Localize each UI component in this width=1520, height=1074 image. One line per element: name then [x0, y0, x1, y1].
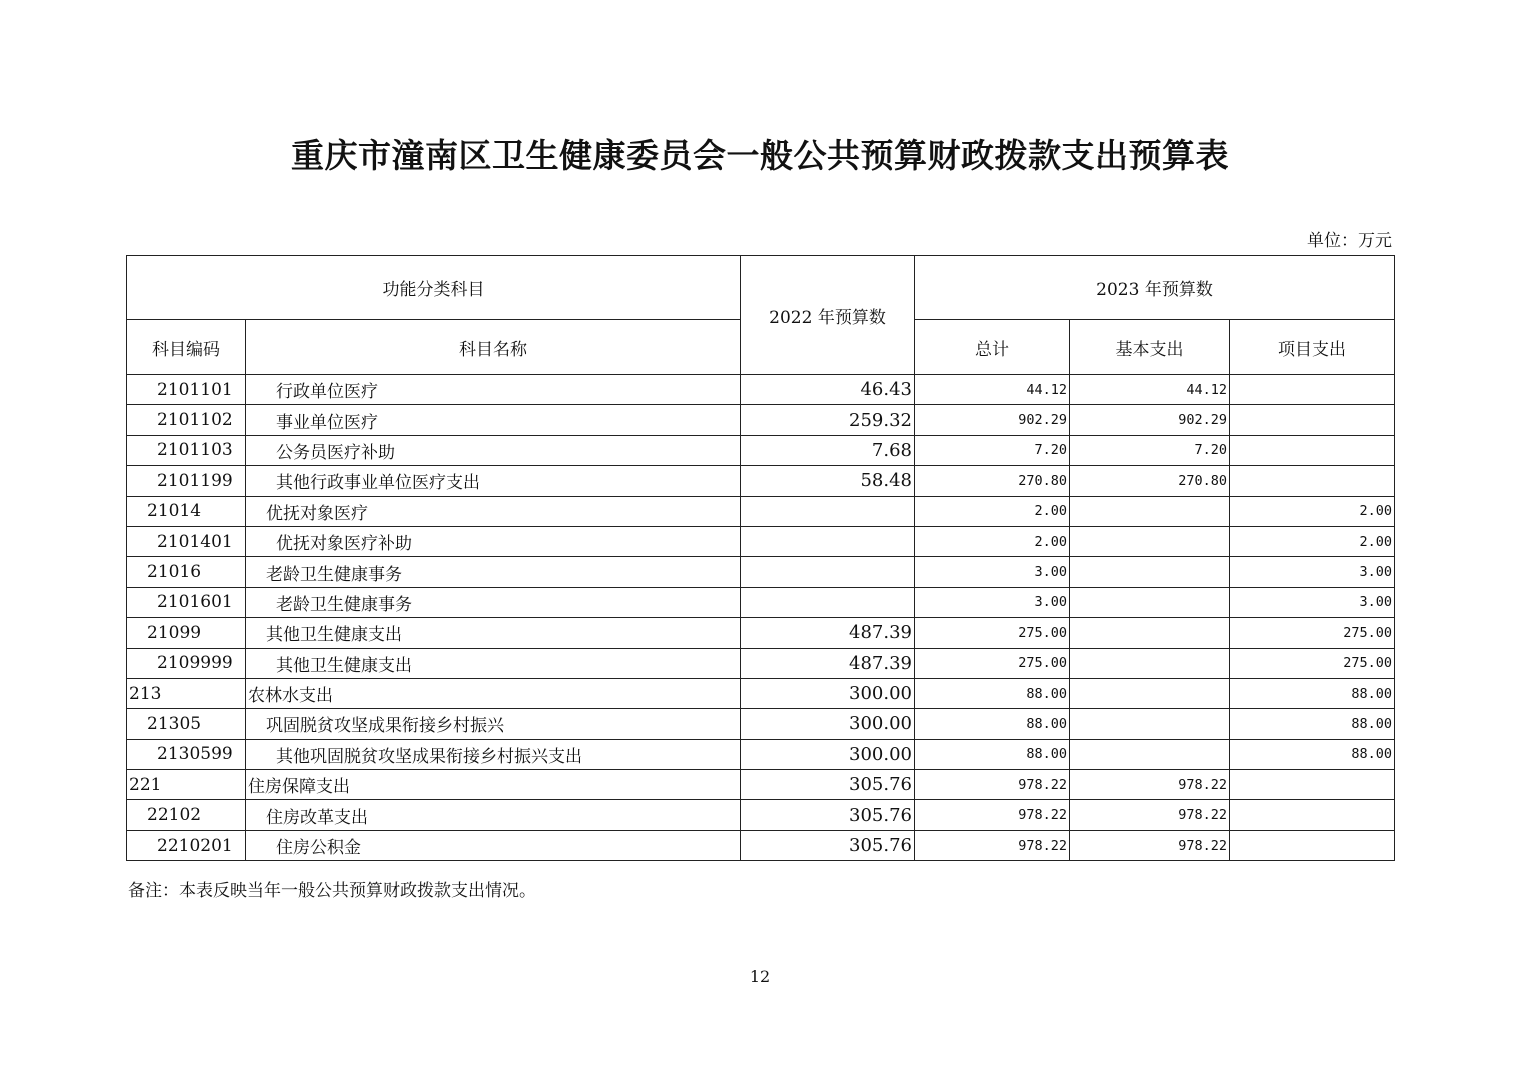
table-row	[127, 435, 1395, 465]
row-code: 2101199	[127, 466, 246, 496]
header-budget-2022: 2022 年预算数	[741, 256, 915, 375]
row-name: 行政单位医疗	[246, 375, 741, 405]
table-row	[127, 375, 1395, 405]
row-code: 2101103	[127, 435, 246, 465]
row-name: 住房公积金	[246, 830, 741, 860]
row-project: 88.00	[1230, 678, 1395, 708]
row-budget-2022	[741, 496, 915, 526]
table-row	[127, 800, 1395, 830]
row-total: 2.00	[915, 496, 1070, 526]
row-basic	[1070, 739, 1230, 769]
row-budget-2022: 300.00	[741, 709, 915, 739]
row-basic: 902.29	[1070, 405, 1230, 435]
row-basic: 7.20	[1070, 435, 1230, 465]
row-project	[1230, 466, 1395, 496]
header-total: 总计	[915, 320, 1070, 375]
row-basic	[1070, 709, 1230, 739]
row-project: 88.00	[1230, 739, 1395, 769]
row-total: 978.22	[915, 770, 1070, 800]
row-project: 275.00	[1230, 618, 1395, 648]
table-row	[127, 830, 1395, 860]
row-name: 老龄卫生健康事务	[246, 557, 741, 587]
row-total: 3.00	[915, 557, 1070, 587]
table-row	[127, 739, 1395, 769]
header-budget-2023: 2023 年预算数	[915, 256, 1395, 320]
row-name: 农林水支出	[246, 678, 741, 708]
row-code: 2101102	[127, 405, 246, 435]
row-name: 其他行政事业单位医疗支出	[246, 466, 741, 496]
row-name: 老龄卫生健康事务	[246, 587, 741, 617]
row-name: 事业单位医疗	[246, 405, 741, 435]
row-budget-2022: 46.43	[741, 375, 915, 405]
row-budget-2022: 300.00	[741, 678, 915, 708]
row-basic	[1070, 648, 1230, 678]
header-code: 科目编码	[127, 320, 246, 375]
row-total: 88.00	[915, 709, 1070, 739]
table-row	[127, 648, 1395, 678]
row-basic	[1070, 678, 1230, 708]
row-code: 213	[127, 678, 246, 708]
row-total: 275.00	[915, 648, 1070, 678]
row-basic	[1070, 526, 1230, 556]
row-budget-2022	[741, 557, 915, 587]
row-code: 221	[127, 770, 246, 800]
row-code: 21099	[127, 618, 246, 648]
row-name: 优抚对象医疗补助	[246, 526, 741, 556]
row-project: 275.00	[1230, 648, 1395, 678]
unit-label: 单位：万元	[1307, 231, 1392, 251]
table-row	[127, 557, 1395, 587]
row-basic	[1070, 496, 1230, 526]
table-row	[127, 587, 1395, 617]
row-code: 21305	[127, 709, 246, 739]
row-basic: 978.22	[1070, 830, 1230, 860]
row-total: 978.22	[915, 800, 1070, 830]
row-project: 88.00	[1230, 709, 1395, 739]
row-budget-2022	[741, 587, 915, 617]
row-budget-2022: 300.00	[741, 739, 915, 769]
row-project	[1230, 830, 1395, 860]
table-row	[127, 618, 1395, 648]
header-func-class: 功能分类科目	[127, 256, 741, 320]
row-budget-2022: 58.48	[741, 466, 915, 496]
table-row	[127, 405, 1395, 435]
row-code: 2101401	[127, 526, 246, 556]
row-budget-2022: 305.76	[741, 800, 915, 830]
row-name: 其他卫生健康支出	[246, 648, 741, 678]
row-basic	[1070, 618, 1230, 648]
row-project	[1230, 435, 1395, 465]
row-total: 88.00	[915, 678, 1070, 708]
row-budget-2022: 7.68	[741, 435, 915, 465]
row-total: 44.12	[915, 375, 1070, 405]
row-total: 270.80	[915, 466, 1070, 496]
row-basic: 978.22	[1070, 800, 1230, 830]
row-project: 2.00	[1230, 496, 1395, 526]
table-row	[127, 466, 1395, 496]
row-project: 3.00	[1230, 587, 1395, 617]
row-total: 3.00	[915, 587, 1070, 617]
row-project	[1230, 375, 1395, 405]
table-row	[127, 678, 1395, 708]
row-code: 22102	[127, 800, 246, 830]
row-project	[1230, 770, 1395, 800]
row-basic: 270.80	[1070, 466, 1230, 496]
footnote: 备注：本表反映当年一般公共预算财政拨款支出情况。	[128, 881, 536, 901]
row-total: 88.00	[915, 739, 1070, 769]
row-budget-2022: 305.76	[741, 770, 915, 800]
row-code: 21016	[127, 557, 246, 587]
row-project: 3.00	[1230, 557, 1395, 587]
row-code: 2210201	[127, 830, 246, 860]
header-name: 科目名称	[246, 320, 741, 375]
row-project	[1230, 405, 1395, 435]
row-basic	[1070, 557, 1230, 587]
row-name: 公务员医疗补助	[246, 435, 741, 465]
table-body	[127, 375, 1395, 861]
row-total: 2.00	[915, 526, 1070, 556]
table-row	[127, 709, 1395, 739]
row-budget-2022: 259.32	[741, 405, 915, 435]
row-basic	[1070, 587, 1230, 617]
row-name: 住房保障支出	[246, 770, 741, 800]
row-code: 2130599	[127, 739, 246, 769]
table-row	[127, 496, 1395, 526]
row-code: 2109999	[127, 648, 246, 678]
row-total: 902.29	[915, 405, 1070, 435]
row-budget-2022: 487.39	[741, 648, 915, 678]
row-code: 2101601	[127, 587, 246, 617]
table-row	[127, 770, 1395, 800]
row-name: 其他卫生健康支出	[246, 618, 741, 648]
row-basic: 978.22	[1070, 770, 1230, 800]
table-row	[127, 526, 1395, 556]
row-total: 275.00	[915, 618, 1070, 648]
header-basic: 基本支出	[1070, 320, 1230, 375]
row-name: 巩固脱贫攻坚成果衔接乡村振兴	[246, 709, 741, 739]
budget-table	[126, 255, 1395, 861]
row-project: 2.00	[1230, 526, 1395, 556]
row-total: 7.20	[915, 435, 1070, 465]
page-number: 12	[749, 967, 771, 986]
row-budget-2022: 305.76	[741, 830, 915, 860]
page-title: 重庆市潼南区卫生健康委员会一般公共预算财政拨款支出预算表	[291, 136, 1229, 175]
row-project	[1230, 800, 1395, 830]
row-name: 住房改革支出	[246, 800, 741, 830]
row-budget-2022: 487.39	[741, 618, 915, 648]
row-name: 优抚对象医疗	[246, 496, 741, 526]
header-project: 项目支出	[1230, 320, 1395, 375]
row-budget-2022	[741, 526, 915, 556]
row-total: 978.22	[915, 830, 1070, 860]
row-name: 其他巩固脱贫攻坚成果衔接乡村振兴支出	[246, 739, 741, 769]
row-code: 2101101	[127, 375, 246, 405]
row-code: 21014	[127, 496, 246, 526]
row-basic: 44.12	[1070, 375, 1230, 405]
